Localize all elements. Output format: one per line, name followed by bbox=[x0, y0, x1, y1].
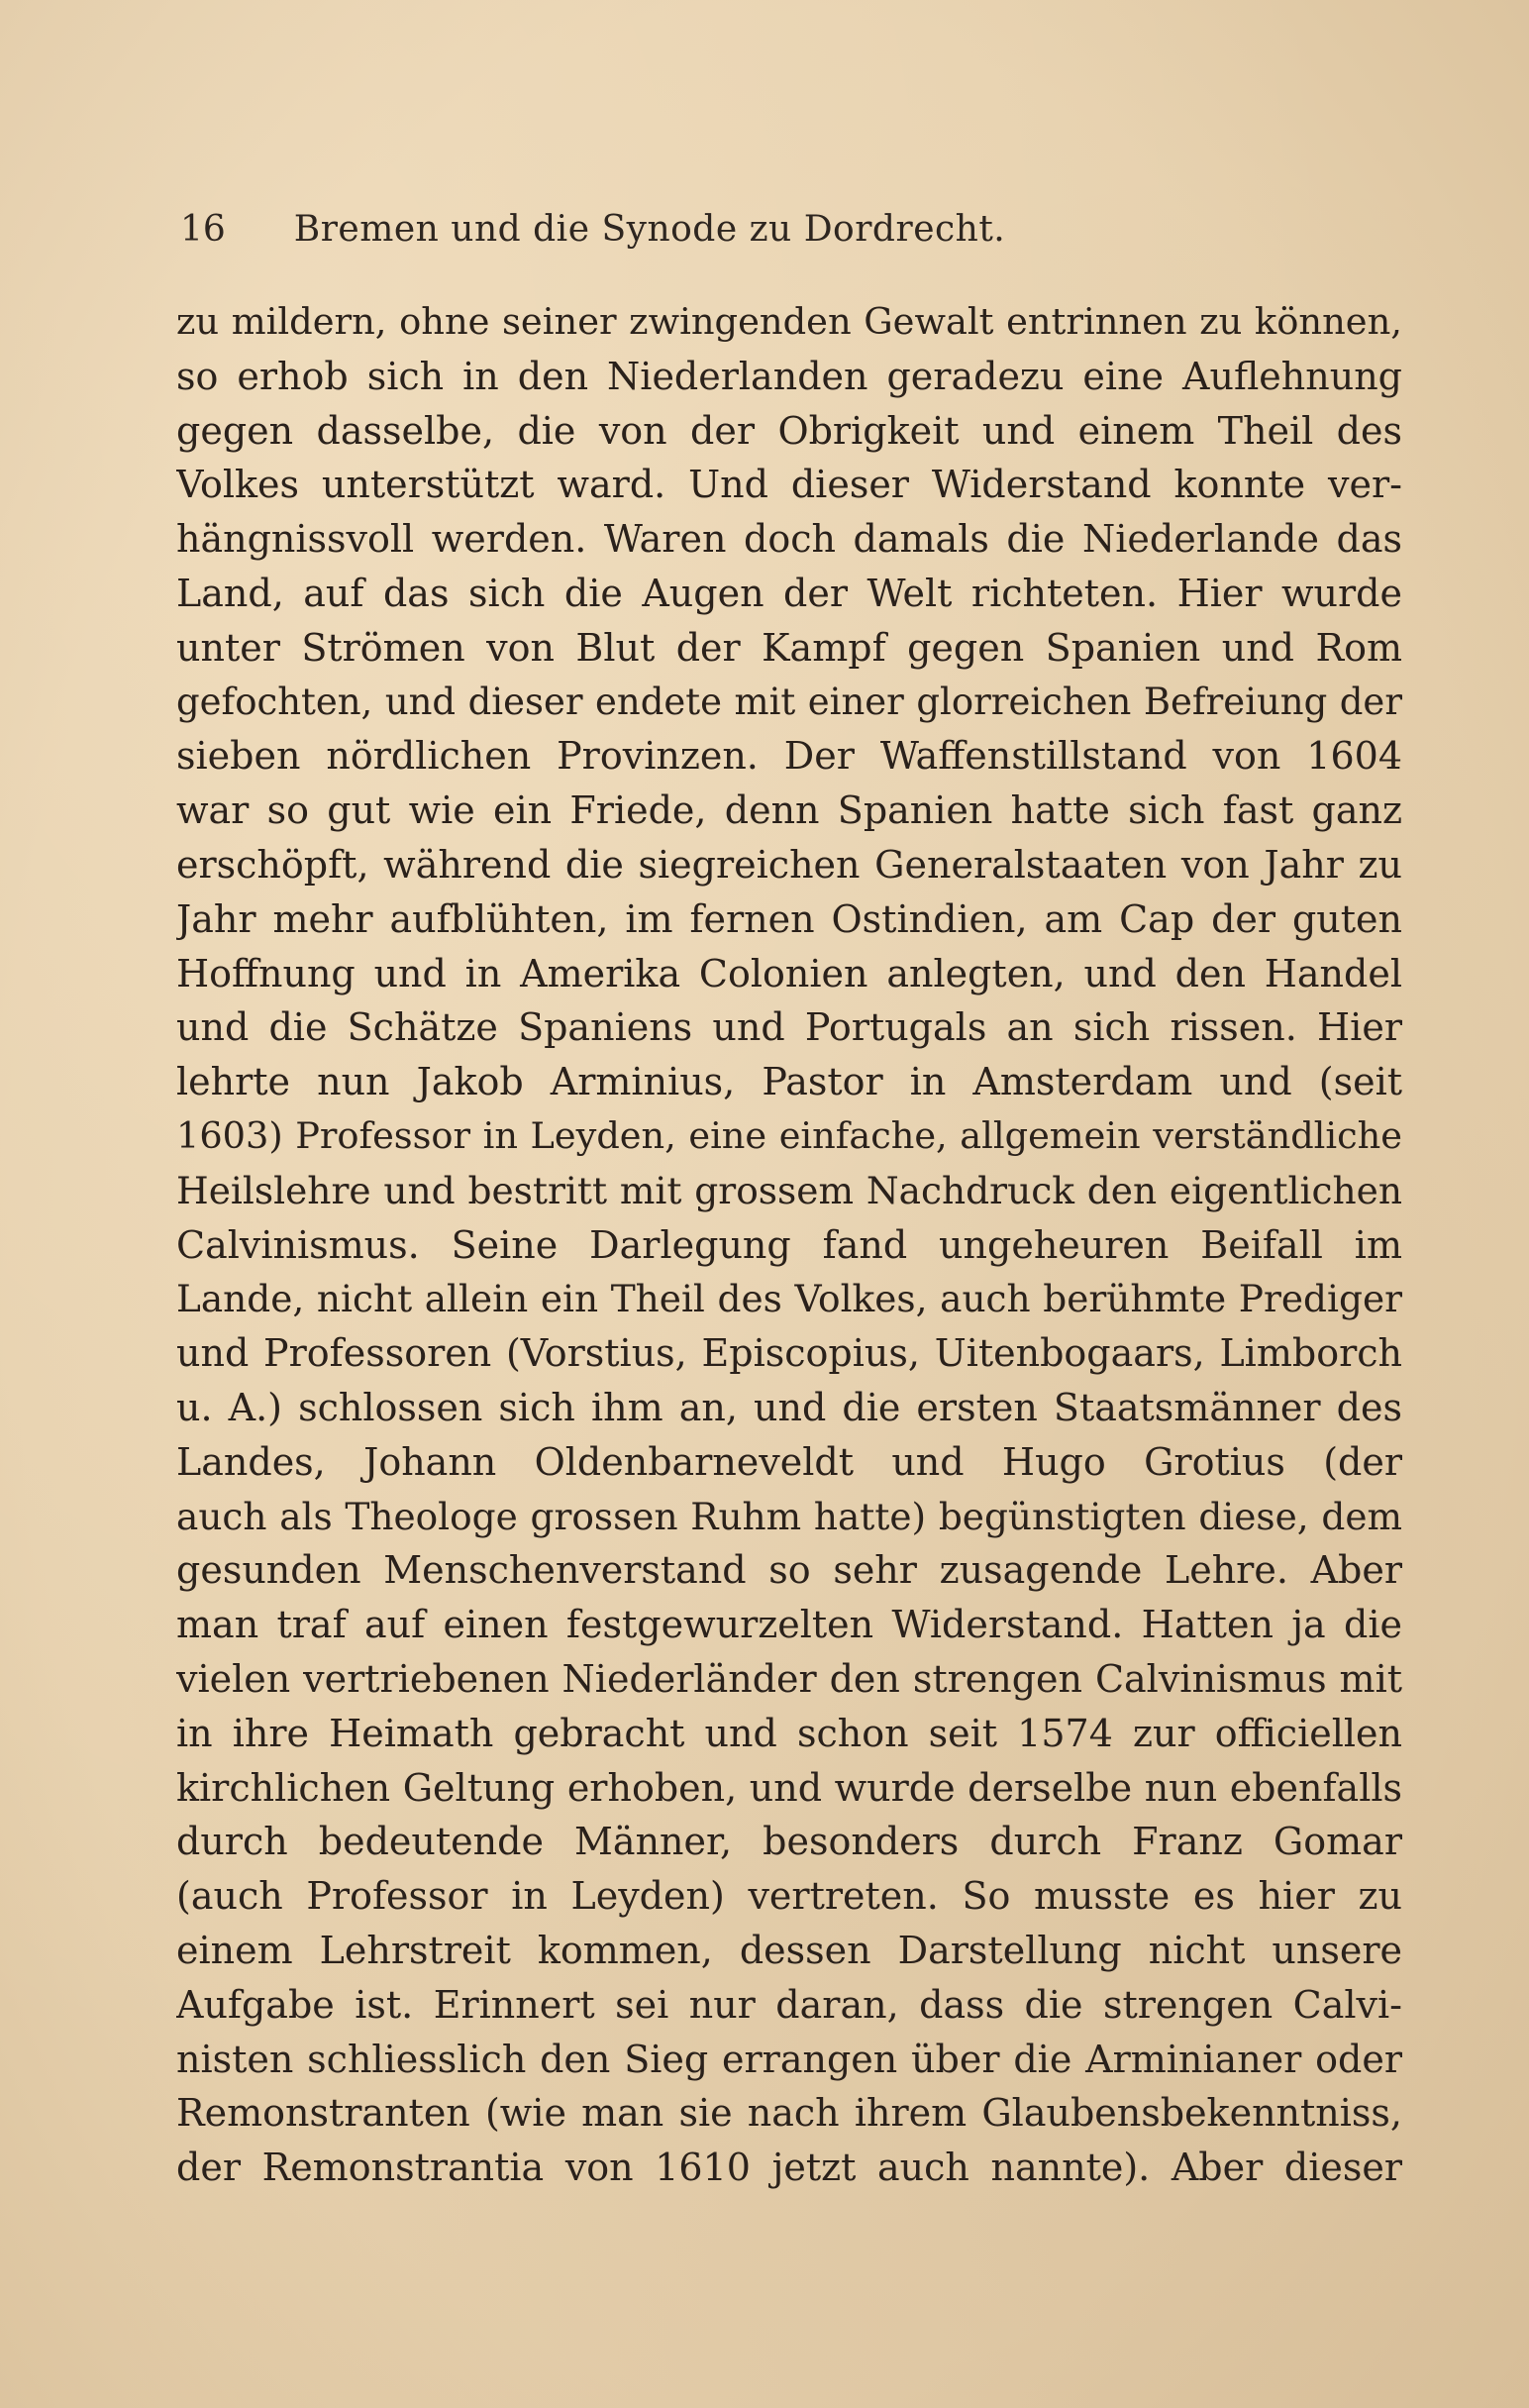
text-line: der Remonstrantia von 1610 jetzt auch nannte). Aber dieser bbox=[176, 2146, 1402, 2190]
page-number: 16 bbox=[180, 209, 226, 250]
text-line: einem Lehrstreit kommen, dessen Darstellung nicht unsere bbox=[176, 1928, 1402, 1972]
text-line: Calvinismus. Seine Darlegung fand ungeheuren Beifall im bbox=[176, 1222, 1402, 1267]
text-line: lehrte nun Jakob Arminius, Pastor in Amsterdam und (seit bbox=[176, 1060, 1402, 1104]
text-line: Hoffnung und in Amerika Colonien anlegten, und den Handel bbox=[176, 951, 1402, 995]
text-line: Volkes unterstützt ward. Und dieser Widerstand konnte ver- bbox=[176, 463, 1402, 507]
text-line: so erhob sich in den Niederlanden geradezu eine Auflehnung bbox=[176, 354, 1402, 398]
text-line: war so gut wie ein Friede, denn Spanien hatte sich fast ganz bbox=[176, 788, 1402, 833]
text-line: gefochten, und dieser endete mit einer glorreichen Befreiung der bbox=[176, 680, 1402, 723]
text-line: in ihre Heimath gebracht und schon seit 1574 zur officiellen bbox=[176, 1711, 1402, 1755]
text-line: kirchlichen Geltung erhoben, und wurde derselbe nun ebenfalls bbox=[176, 1765, 1402, 1810]
text-line: Aufgabe ist. Erinnert sei nur daran, dass die strengen Calvi- bbox=[176, 1982, 1402, 2027]
text-line: Lande, nicht allein ein Theil des Volkes, auch berühmte Prediger bbox=[176, 1277, 1402, 1321]
page-header bbox=[180, 202, 1119, 258]
text-line: nisten schliesslich den Sieg errangen über die Arminianer oder bbox=[176, 2037, 1402, 2081]
text-line: Landes, Johann Oldenbarneveldt und Hugo Grotius (der bbox=[176, 1439, 1402, 1484]
text-line: hängnissvoll werden. Waren doch damals die Niederlande das bbox=[176, 517, 1402, 562]
text-line: unter Strömen von Blut der Kampf gegen Spanien und Rom bbox=[176, 625, 1402, 670]
text-line: vielen vertriebenen Niederländer den strengen Calvinismus mit bbox=[176, 1656, 1402, 1701]
body-text bbox=[176, 295, 1402, 2195]
text-line: und die Schätze Spaniens und Portugals an sich rissen. Hier bbox=[176, 1005, 1402, 1050]
text-line: zu mildern, ohne seiner zwingenden Gewalt entrinnen zu können, bbox=[176, 300, 1402, 343]
text-line: durch bedeutende Männer, besonders durch Franz Gomar bbox=[176, 1820, 1402, 1864]
text-line: Heilslehre und bestritt mit grossem Nachdruck den eigentlichen bbox=[176, 1168, 1402, 1212]
text-line: und Professoren (Vorstius, Episcopius, Uitenbogaars, Limborch bbox=[176, 1331, 1402, 1376]
text-line: u. A.) schlossen sich ihm an, und die ersten Staatsmänner des bbox=[176, 1385, 1402, 1429]
text-line: gesunden Menschenverstand so sehr zusagende Lehre. Aber bbox=[176, 1548, 1402, 1593]
text-line: auch als Theologe grossen Ruhm hatte) begünstigten diese, dem bbox=[176, 1494, 1402, 1538]
text-line: Remonstranten (wie man sie nach ihrem Glaubensbekenntniss, bbox=[176, 2091, 1402, 2136]
text-line: erschöpft, während die siegreichen Generalstaaten von Jahr zu bbox=[176, 842, 1402, 887]
text-line: Jahr mehr aufblühten, im fernen Ostindien, am Cap der guten bbox=[176, 896, 1402, 941]
text-line: Land, auf das sich die Augen der Welt richteten. Hier wurde bbox=[176, 571, 1402, 615]
text-line: (auch Professor in Leyden) vertreten. So musste es hier zu bbox=[176, 1874, 1402, 1919]
text-line: sieben nördlichen Provinzen. Der Waffenstillstand von 1604 bbox=[176, 734, 1402, 779]
text-line: gegen dasselbe, die von der Obrigkeit und einem Theil des bbox=[176, 408, 1402, 453]
text-line: man traf auf einen festgewurzelten Widerstand. Hatten ja die bbox=[176, 1603, 1402, 1647]
text-line: 1603) Professor in Leyden, eine einfache, allgemein verständliche bbox=[176, 1113, 1402, 1157]
running-title: Bremen und die Synode zu Dordrecht. bbox=[293, 209, 1006, 250]
